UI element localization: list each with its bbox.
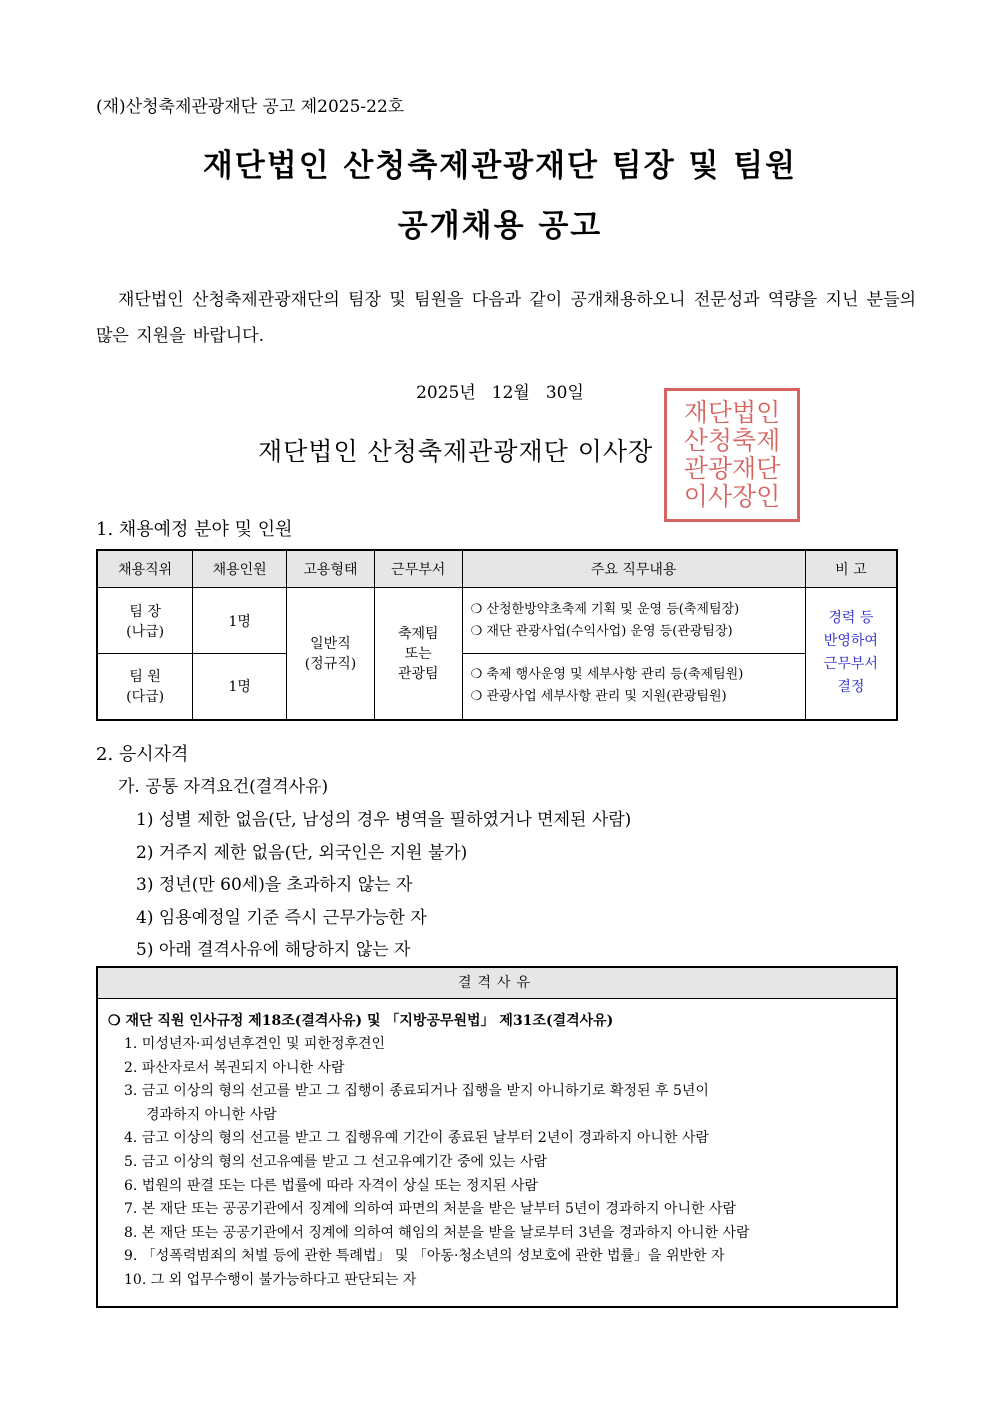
header-duties: 주요 직무내용 xyxy=(462,550,805,588)
duties-cell xyxy=(462,588,805,654)
seal-graphic xyxy=(667,391,797,519)
position-cell xyxy=(97,654,193,720)
bullet-circle-icon: ❍ xyxy=(470,623,487,639)
date-year: 2025년 xyxy=(416,383,476,403)
subsection-title: 가. 공통 자격요건(결격사유) xyxy=(118,777,329,797)
list-item: 2) 거주지 제한 없음(단, 외국인은 지원 불가) xyxy=(136,842,468,863)
disqualification-header: 결격사유 xyxy=(98,968,896,999)
seal-line-4: 이사장인 xyxy=(683,482,781,511)
position-grade: (다급) xyxy=(126,689,165,706)
page-title-line2: 공개채용 공고 xyxy=(397,208,603,244)
count-cell: 1명 xyxy=(193,588,287,654)
department-line: 또는 xyxy=(404,646,432,663)
list-item: 5. 금고 이상의 형의 선고유예를 받고 그 선고유예기간 중에 있는 사람 xyxy=(124,1153,548,1170)
list-item: 7. 본 재단 또는 공공기관에서 징계에 의하여 파면의 처분을 받은 날부터 5년이 경과하지 아니한 사람 xyxy=(124,1201,737,1218)
count-cell: 1명 xyxy=(193,654,287,720)
duties-cell xyxy=(462,654,805,720)
bullet-circle-icon: ❍ xyxy=(470,601,487,617)
duty-item xyxy=(471,686,805,708)
bullet-circle-icon: ❍ xyxy=(470,689,487,705)
list-item: 1) 성별 제한 없음(단, 남성의 경우 병역을 필하였거나 면제된 사람) xyxy=(136,810,632,830)
official-seal xyxy=(664,388,800,522)
position-grade: (나급) xyxy=(126,623,165,640)
requirements-list xyxy=(136,804,631,967)
seal-line-2: 산청축제 xyxy=(683,426,781,455)
bullet-circle-icon: ❍ xyxy=(108,1013,126,1029)
list-item: 3. 금고 이상의 형의 선고를 받고 그 집행이 종료되거나 집행을 받지 아니하기로 확정된 후 5년이 xyxy=(124,1083,709,1100)
list-item-continuation: 경과하지 아니한 사람 xyxy=(146,1106,277,1123)
intro-paragraph: 재단법인 산청축제관광재단의 팀장 및 팀원을 다음과 같이 공개채용하오니 전문성과 역량을 지닌 분들의 많은 지원을 바랍니다. xyxy=(96,290,916,346)
table-row xyxy=(97,654,897,720)
employment-type-detail: (정규직) xyxy=(304,656,357,673)
list-item: 2. 파산자로서 복권되지 아니한 사람 xyxy=(124,1059,345,1076)
duty-text: 산청한방약초축제 기획 및 운영 등(축제팀장) xyxy=(486,601,740,617)
header-remark: 비 고 xyxy=(805,550,897,588)
list-item: 5) 아래 결격사유에 해당하지 않는 자 xyxy=(136,940,411,960)
notice-date xyxy=(0,378,1000,403)
employment-type: 일반직 xyxy=(310,636,351,653)
bullet-circle-icon: ❍ xyxy=(470,667,487,683)
list-item: 1. 미성년자·피성년후견인 및 피한정후견인 xyxy=(124,1036,386,1052)
page-title-line1: 재단법인 산청축제관광재단 팀장 및 팀원 xyxy=(202,148,798,184)
header-count: 채용인원 xyxy=(193,550,287,588)
section1-title: 1. 채용예정 분야 및 인원 xyxy=(96,519,293,540)
table-row xyxy=(97,588,897,654)
seal-line-1: 재단법인 xyxy=(683,398,781,427)
list-item: 9. 「성폭력범죄의 처벌 등에 관한 특례법」 및 「아동·청소년의 성보호에 관한 법률」을 위반한 자 xyxy=(124,1248,725,1265)
notice-number: (재)산청축제관광재단 공고 제2025-22호 xyxy=(96,97,405,117)
remark-line: 결정 xyxy=(837,679,865,696)
remark-cell xyxy=(805,588,897,720)
list-item: 6. 법원의 판결 또는 다른 법률에 따라 자격이 상실 또는 정지된 사람 xyxy=(124,1177,538,1194)
list-item: 10. 그 외 업무수행이 불가능하다고 판단되는 자 xyxy=(124,1271,417,1288)
position-cell xyxy=(97,588,193,654)
issuer-name: 재단법인 산청축제관광재단 이사장 xyxy=(258,437,654,466)
remark-line: 경력 등 xyxy=(828,610,874,627)
header-department: 근무부서 xyxy=(374,550,462,588)
duty-item xyxy=(471,621,805,643)
duty-text: 재단 관광사업(수익사업) 운영 등(관광팀장) xyxy=(486,623,733,639)
disqualification-box xyxy=(96,966,898,1308)
list-item: 3) 정년(만 60세)을 초과하지 않는 자 xyxy=(136,875,413,895)
header-employment-type: 고용형태 xyxy=(287,550,375,588)
position-title: 팀 장 xyxy=(129,603,161,620)
date-month: 12월 xyxy=(491,383,530,403)
seal-line-3: 관광재단 xyxy=(683,454,781,483)
remark-line: 반영하여 xyxy=(823,633,878,650)
employment-type-cell xyxy=(287,588,375,720)
disqualification-intro xyxy=(108,1009,886,1033)
list-item: 4) 임용예정일 기준 즉시 근무가능한 자 xyxy=(136,907,427,928)
list-item: 8. 본 재단 또는 공공기관에서 징계에 의하여 해임의 처분을 받을 날로부터 3년을 경과하지 아니한 사람 xyxy=(124,1224,750,1241)
disqualification-intro-text: 재단 직원 인사규정 제18조(결격사유) 및 「지방공무원법」 제31조(결격사유) xyxy=(125,1013,614,1029)
duty-text: 축제 행사운영 및 세부사항 관리 등(축제팀원) xyxy=(486,667,744,683)
department-line: 관광팀 xyxy=(397,666,439,683)
header-position: 채용직위 xyxy=(97,550,193,588)
duty-item xyxy=(471,664,805,686)
position-title: 팀 원 xyxy=(129,669,161,686)
disqualification-body xyxy=(98,999,896,1293)
department-cell xyxy=(374,588,462,720)
duty-text: 관광사업 세부사항 관리 및 지원(관광팀원) xyxy=(486,689,727,705)
list-item: 4. 금고 이상의 형의 선고를 받고 그 집행유예 기간이 종료된 날부터 2년이 경과하지 아니한 사람 xyxy=(124,1130,709,1147)
date-day: 30일 xyxy=(545,383,584,403)
remark-line: 근무부서 xyxy=(823,656,878,673)
section2-title: 2. 응시자격 xyxy=(96,744,189,765)
department-line: 축제팀 xyxy=(397,626,439,643)
table-header-row xyxy=(97,550,897,588)
recruitment-table xyxy=(96,549,898,721)
disqualification-list xyxy=(108,1033,886,1293)
duty-item xyxy=(471,599,805,621)
